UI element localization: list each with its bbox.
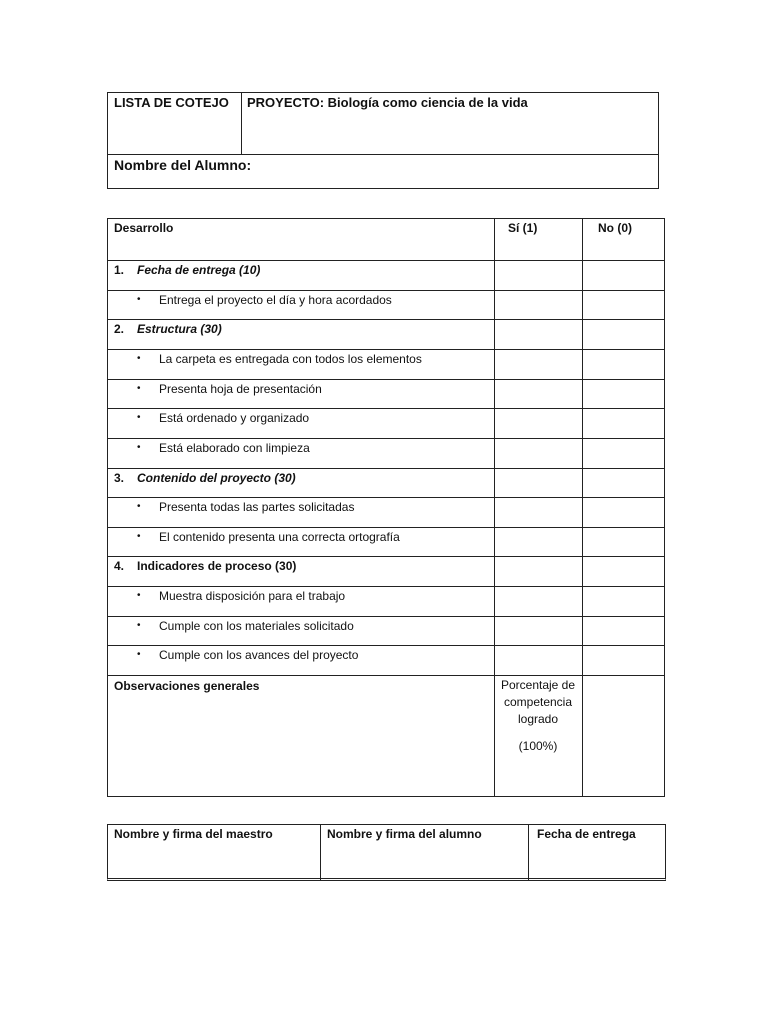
checklist-item: El contenido presenta una correcta ortografía (159, 530, 400, 544)
column-header-desarrollo: Desarrollo (114, 221, 174, 235)
column-header-no: No (0) (598, 221, 632, 235)
column-header-si: Sí (1) (508, 221, 538, 235)
checkbox-cell-si[interactable] (495, 409, 582, 438)
divider (320, 824, 321, 881)
bullet-icon: • (137, 501, 141, 512)
bullet-icon: • (137, 649, 141, 660)
section-number: 4. (114, 559, 125, 573)
checkbox-cell-si[interactable] (495, 528, 582, 557)
checkbox-cell-no[interactable] (583, 617, 664, 646)
checkbox-cell-si[interactable] (495, 587, 582, 616)
checklist-item: Entrega el proyecto el día y hora acordados (159, 293, 392, 307)
divider (107, 154, 659, 155)
project-title: PROYECTO: Biología como ciencia de la vida (247, 95, 528, 110)
checkbox-cell-no[interactable] (583, 557, 664, 586)
section-number: 1. (114, 263, 125, 277)
percentage-line: logrado (517, 712, 559, 726)
checkbox-cell-no[interactable] (583, 380, 664, 409)
section-heading: Indicadores de proceso (30) (137, 559, 297, 573)
checklist-item: Está elaborado con limpieza (159, 441, 310, 455)
checkbox-cell-no[interactable] (583, 350, 664, 379)
checkbox-cell-si[interactable] (495, 469, 582, 498)
checkbox-cell-no[interactable] (583, 646, 664, 675)
bullet-icon: • (137, 531, 141, 542)
checkbox-cell-no[interactable] (583, 469, 664, 498)
student-signature-field[interactable]: Nombre y firma del alumno (327, 827, 482, 841)
bullet-icon: • (137, 353, 141, 364)
checkbox-cell-si[interactable] (495, 261, 582, 290)
percentage-label (494, 677, 582, 755)
checkbox-cell-si[interactable] (495, 498, 582, 527)
checklist-item: Presenta hoja de presentación (159, 382, 322, 396)
checklist-item: Está ordenado y organizado (159, 411, 310, 425)
row-divider (107, 675, 664, 676)
bullet-icon: • (137, 590, 141, 601)
checkbox-cell-no[interactable] (583, 439, 664, 468)
bullet-icon: • (137, 294, 141, 305)
delivery-date-field[interactable]: Fecha de entrega (537, 827, 636, 841)
checklist-item: Cumple con los avances del proyecto (159, 648, 359, 662)
checkbox-cell-no[interactable] (583, 409, 664, 438)
checklist-item: Cumple con los materiales solicitado (159, 619, 354, 633)
checklist-item: La carpeta es entregada con todos los elementos (159, 352, 422, 366)
checkbox-cell-no[interactable] (583, 587, 664, 616)
document-title: LISTA DE COTEJO (114, 95, 229, 110)
checkbox-cell-si[interactable] (495, 320, 582, 349)
teacher-signature-field[interactable]: Nombre y firma del maestro (114, 827, 273, 841)
checklist-item: Presenta todas las partes solicitadas (159, 500, 355, 514)
divider (241, 92, 242, 154)
bullet-icon: • (137, 620, 141, 631)
checkbox-cell-no[interactable] (583, 261, 664, 290)
percentage-line: Porcentaje de (500, 678, 576, 692)
percentage-line: competencia (503, 695, 573, 709)
section-heading: Estructura (30) (137, 322, 222, 336)
checklist-item: Muestra disposición para el trabajo (159, 589, 346, 603)
checkbox-cell-no[interactable] (583, 498, 664, 527)
section-heading: Fecha de entrega (10) (137, 263, 261, 277)
bullet-icon: • (137, 442, 141, 453)
student-name-field[interactable]: Nombre del Alumno: (114, 157, 252, 173)
section-number: 3. (114, 471, 125, 485)
checkbox-cell-si[interactable] (495, 557, 582, 586)
section-heading: Contenido del proyecto (30) (137, 471, 296, 485)
bullet-icon: • (137, 383, 141, 394)
checkbox-cell-no[interactable] (583, 528, 664, 557)
checkbox-cell-no[interactable] (583, 291, 664, 320)
bullet-icon: • (137, 412, 141, 423)
observations-label: Observaciones generales (114, 679, 260, 693)
checkbox-cell-no[interactable] (583, 320, 664, 349)
divider (528, 824, 529, 881)
percentage-value: (100%) (518, 739, 558, 753)
checkbox-cell-si[interactable] (495, 291, 582, 320)
checkbox-cell-si[interactable] (495, 617, 582, 646)
checkbox-cell-si[interactable] (495, 380, 582, 409)
checkbox-cell-si[interactable] (495, 439, 582, 468)
section-number: 2. (114, 322, 125, 336)
checkbox-cell-si[interactable] (495, 646, 582, 675)
checkbox-cell-si[interactable] (495, 350, 582, 379)
